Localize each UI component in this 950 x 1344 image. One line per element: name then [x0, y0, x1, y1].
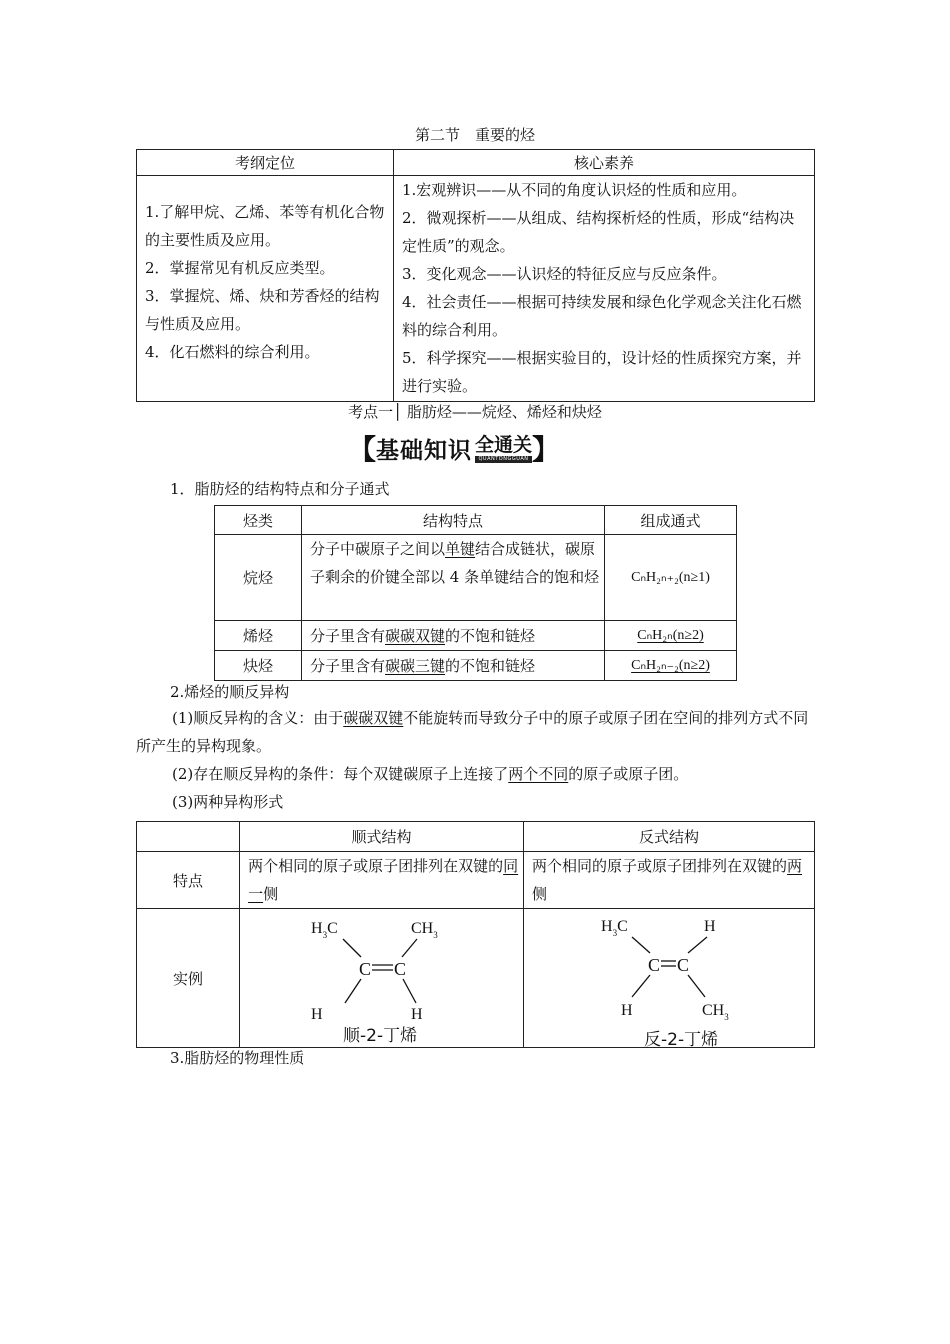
isomer-feature-trans: 两个相同的原子或原子团排列在双键的两侧	[524, 852, 815, 909]
banner-badge-subtext: QUANTONGGUAN	[475, 456, 531, 463]
cis-example-cell	[240, 909, 524, 1048]
cis-2-butene-structure	[240, 909, 521, 1047]
page-title: 第二节 重要的烃	[414, 126, 535, 144]
banner-left-bracket: 【	[348, 433, 377, 466]
svg-text:CH3: $CH_3$	[411, 920, 438, 940]
banner-text: 基础知识	[376, 437, 473, 464]
col-header-structure: 结构特点	[302, 506, 605, 535]
isomer-header-cis: 顺式结构	[240, 822, 524, 852]
col-header-formula: 组成通式	[605, 506, 737, 535]
syllabus-item: 4．化石燃料的综合利用。	[145, 343, 320, 361]
syllabus-item: 2．掌握常见有机反应类型。	[145, 259, 335, 277]
syllabus-item: 3．掌握烷、烯、炔和芳香烃的结构与性质及应用。	[145, 287, 380, 333]
banner-right-bracket: 】	[532, 433, 561, 466]
svg-text:C: C	[359, 959, 372, 979]
isomer-feature-cis: 两个相同的原子或原子团排列在双键的同一侧	[240, 852, 524, 909]
row-formula-alkane: CₙH₂ₙ₊₂(n≥1)	[605, 535, 737, 621]
syllabus-item: 1.了解甲烷、乙烯、苯等有机化合物的主要性质及应用。	[145, 203, 385, 249]
banner-badge-text: 全通关	[475, 433, 533, 456]
literacy-item: 4．社会责任——根据可持续发展和绿色化学观念关注化石燃料的综合利用。	[402, 293, 802, 339]
table-row	[215, 621, 737, 651]
trans-example-cell	[524, 909, 815, 1048]
section1-heading: 1．脂肪烃的结构特点和分子通式	[170, 480, 390, 498]
row-name-alkane: 烷烃	[215, 535, 302, 621]
section2-paragraph-2: (2)存在顺反异构的条件：每个双键碳原子上连接了两个不同的原子或原子团。	[172, 765, 689, 783]
literacy-item: 5．科学探究——根据实验目的，设计烃的性质探究方案，并进行实验。	[402, 349, 802, 395]
row-structure-alkane: 分子中碳原子之间以单键结合成链状，碳原子剩余的价键全部以 4 条单键结合的饱和烃	[302, 535, 605, 621]
hydrocarbon-table	[214, 505, 737, 681]
svg-text:H: H	[621, 1002, 633, 1019]
svg-text:CH3: $CH_3$	[702, 1002, 729, 1022]
isomer-corner-cell	[137, 822, 240, 852]
table-row	[215, 535, 737, 621]
row-structure-alkene: 分子里含有碳碳双键的不饱和链烃	[302, 621, 605, 651]
svg-text:H: H	[311, 1006, 323, 1023]
svg-text:H: H	[411, 1006, 423, 1023]
isomer-header-trans: 反式结构	[524, 822, 815, 852]
isomer-table	[136, 821, 815, 1048]
row-formula-alkene: CₙH₂ₙ(n≥2)	[605, 621, 737, 651]
isomer-example-label: 实例	[137, 909, 240, 1048]
row-name-alkene: 烯烃	[215, 621, 302, 651]
svg-text:C: C	[648, 955, 661, 975]
literacy-item: 2．微观探析——从组成、结构探析烃的性质，形成“结构决定性质”的观念。	[402, 209, 795, 255]
svg-text:H: H	[704, 918, 716, 935]
svg-text:C: C	[394, 959, 407, 979]
trans-2-butene-structure	[524, 909, 814, 1047]
col-header-type: 烃类	[215, 506, 302, 535]
svg-text:H3C: $H_3C$	[601, 918, 628, 938]
svg-text:C: C	[677, 955, 690, 975]
row-name-alkyne: 炔烃	[215, 651, 302, 681]
header-literacy: 核心素养	[394, 150, 815, 176]
section3-heading: 3.脂肪烃的物理性质	[170, 1049, 305, 1067]
point-title: 考点一│ 脂肪烃——烷烃、烯烃和炔烃	[348, 403, 602, 421]
isomer-feature-label: 特点	[137, 852, 240, 909]
section2-heading: 2.烯烃的顺反异构	[170, 683, 290, 701]
banner-badge	[475, 434, 532, 463]
cis-2-butene-label: 顺-2-丁烯	[343, 1026, 418, 1046]
row-structure-alkyne: 分子里含有碳碳三键的不饱和链烃	[302, 651, 605, 681]
section2-paragraph-1: (1)顺反异构的含义：由于碳碳双键不能旋转而导致分子中的原子或原子团在空间的排列方式不同所产生的异构现象。	[136, 709, 809, 755]
header-syllabus: 考纲定位	[137, 150, 394, 176]
table-row	[215, 651, 737, 681]
syllabus-list	[137, 176, 394, 402]
section2-paragraph-3: (3)两种异构形式	[172, 793, 284, 811]
literacy-list	[394, 176, 815, 402]
row-formula-alkyne: CₙH₂ₙ₋₂(n≥2)	[605, 651, 737, 681]
section-banner	[348, 430, 560, 466]
svg-text:H3C: $H_3C$	[311, 920, 338, 940]
literacy-item: 3．变化观念——认识烃的特征反应与反应条件。	[402, 265, 727, 283]
trans-2-butene-label: 反-2-丁烯	[644, 1030, 719, 1047]
literacy-item: 1.宏观辨识——从不同的角度认识烃的性质和应用。	[402, 181, 747, 199]
syllabus-table	[136, 149, 815, 402]
